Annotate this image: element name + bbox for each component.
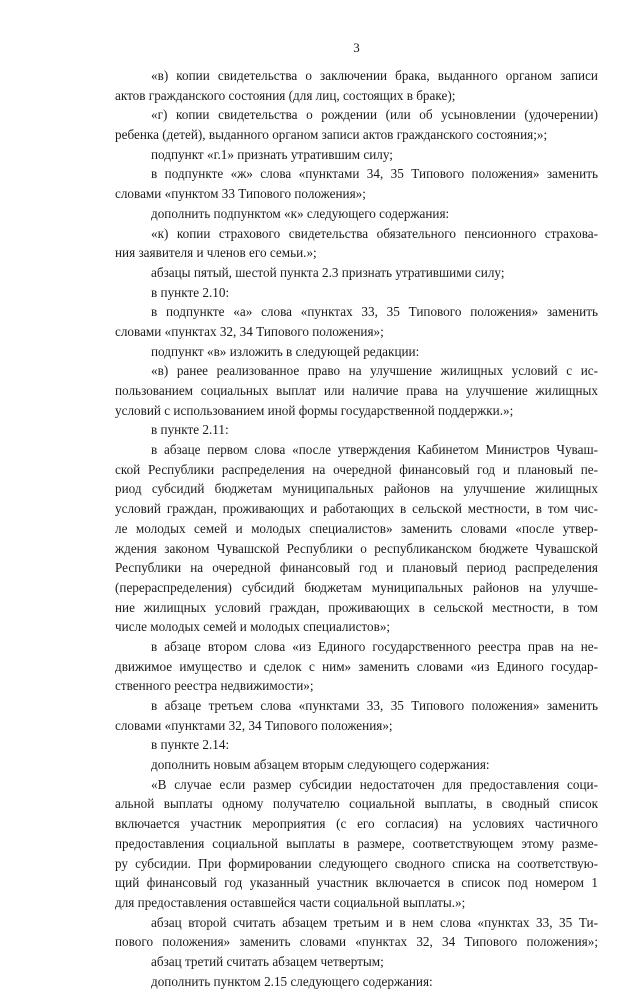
text-line: в абзаце первом слова «после утверждения Кабинетом Министров Чуваш- [151, 442, 598, 458]
text-line: словами «пунктами 32, 34 Типового положения»; [115, 717, 393, 733]
text-line: дополнить новым абзацем вторым следующего содержания: [151, 757, 490, 773]
document-body [115, 66, 598, 991]
text-line: «г) копии свидетельства о рождении (или об усыновлении (удочерении) [151, 107, 598, 123]
text-line: ственного реестра недвижимости»; [115, 678, 314, 694]
text-line: в пункте 2.11: [151, 422, 229, 438]
text-line: «В случае если размер субсидии недостаточен для предоставления соци- [151, 776, 598, 792]
text-line: ребенка (детей), выданного органом записи актов гражданского состояния;»; [115, 127, 548, 143]
text-line: актов гражданского состояния (для лиц, состоящих в браке); [115, 87, 456, 103]
text-line: «к) копии страхового свидетельства обязательного пенсионного страхова- [151, 225, 598, 241]
text-line: альной выплаты одному получателю социальной выплаты, в сводный список [115, 796, 598, 812]
text-line: для предоставления оставшейся части социальной выплаты.»; [115, 894, 466, 910]
text-line: в пункте 2.10: [151, 284, 230, 300]
text-line: (перераспределения) субсидий бюджетам муниципальных районов на улучше- [115, 579, 598, 595]
text-line: словами «пунктах 32, 34 Типового положения»; [115, 323, 384, 339]
text-line: движимое имущество и сделок с ним» заменить словами «из Единого государ- [115, 658, 598, 674]
text-line: в абзаце третьем слова «пунктами 33, 35 Типового положения» заменить [151, 698, 598, 713]
text-line: словами «пунктом 33 Типового положения»; [115, 186, 366, 202]
text-line: Республики на очередной финансовый год и плановый период распределения [115, 560, 598, 576]
text-line: подпункт «г.1» признать утратившим силу; [151, 146, 393, 162]
text-line: ской Республики распределения на очередной финансовый год и плановый пе- [115, 461, 598, 477]
text-line: дополнить подпунктом «к» следующего содержания: [151, 205, 450, 221]
page-number: 3 [353, 40, 360, 55]
text-line: в подпункте «а» слова «пунктах 33, 35 Типового положения» заменить [151, 304, 598, 320]
text-line: предоставления социальной выплаты в размере, соответствующем этому разме- [115, 835, 598, 851]
text-line: ру субсидии. При формировании следующего сводного списка на соответствую- [115, 855, 598, 871]
text-line: «в) ранее реализованное право на улучшение жилищных условий с ис- [151, 363, 598, 379]
text-line: условий граждан, проживающих и работающих в сельской местности, в том чис- [115, 501, 598, 517]
text-line: абзац второй считать абзацем третьим и в нем слова «пунктах 33, 35 Ти- [151, 914, 598, 930]
text-line: ле молодых семей и молодых специалистов» заменить словами «после утвер- [115, 520, 598, 536]
text-line: щий финансовый год указанный участник включается в список под номером 1 [115, 875, 598, 891]
text-line: абзац третий считать абзацем четвертым; [151, 953, 384, 969]
text-line: в абзаце втором слова «из Единого государственного реестра прав на не- [151, 638, 598, 654]
text-line: дополнить пунктом 2.15 следующего содержания: [151, 973, 433, 989]
text-line: ния заявителя и членов его семьи.»; [115, 245, 317, 261]
text-line: в пункте 2.14: [151, 737, 230, 753]
text-line: пового положения» заменить словами «пунктах 32, 34 Типового положения»; [115, 934, 598, 950]
text-line: подпункт «в» изложить в следующей редакции: [151, 343, 420, 359]
text-line: ждения законом Чувашской Республики о республиканском бюджете Чувашской [115, 540, 598, 556]
text-line: в подпункте «ж» слова «пунктами 34, 35 Типового положения» заменить [151, 166, 598, 182]
text-line: ние жилищных условий граждан, проживающих в сельской местности, в том [115, 599, 598, 615]
text-line: пользованием социальных выплат или наличие права на улучшение жилищных [115, 383, 598, 398]
text-line: включается участник мероприятия (с его согласия) на условиях частичного [115, 816, 598, 832]
text-line: числе молодых семей и молодых специалистов»; [115, 619, 391, 635]
text-line: риод субсидий бюджетам муниципальных районов на улучшение жилищных [115, 481, 598, 497]
text-line: «в) копии свидетельства о заключении брака, выданного органом записи [151, 68, 598, 83]
text-line: условий с использованием иной формы государственной поддержки.»; [115, 402, 514, 418]
text-line: абзацы пятый, шестой пункта 2.3 признать утратившими силу; [151, 264, 505, 280]
